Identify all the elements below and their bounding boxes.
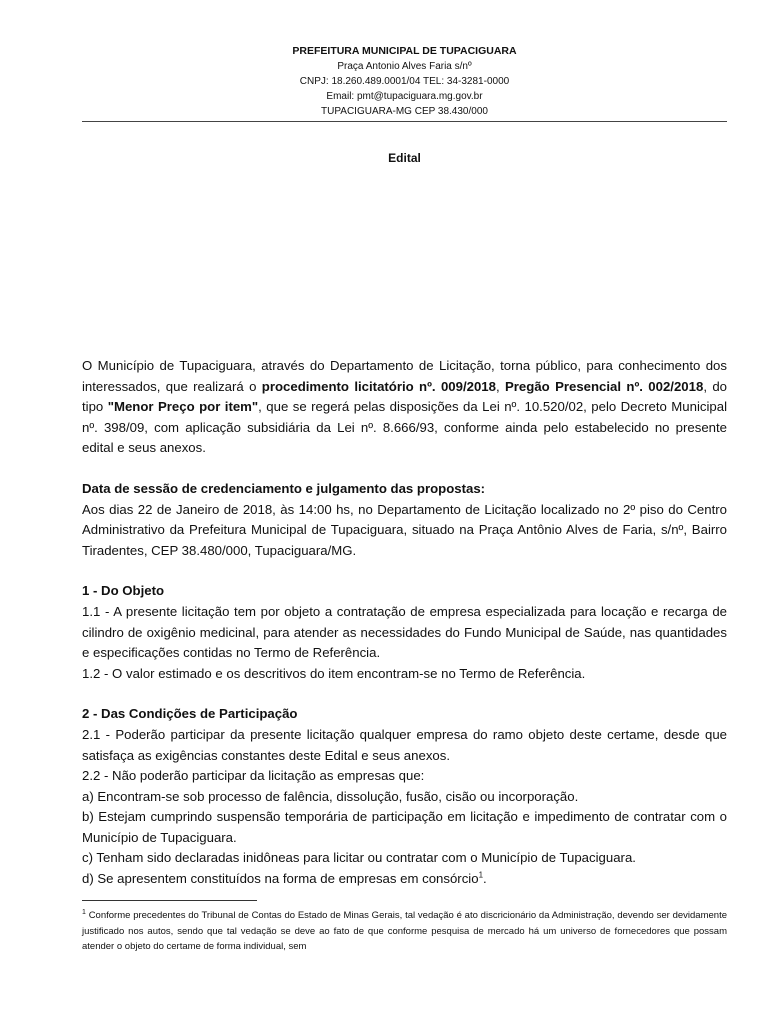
footnote-divider bbox=[82, 900, 257, 901]
organization-address: Praça Antonio Alves Faria s/nº bbox=[337, 61, 472, 72]
organization-cnpj-phone: CNPJ: 18.260.489.0001/04 TEL: 34-3281-0000 bbox=[299, 76, 510, 87]
session-heading: Data de sessão de credenciamento e julgamento das propostas: bbox=[82, 480, 486, 496]
organization-city-zip: TUPACIGUARA-MG CEP 38.430/000 bbox=[321, 106, 488, 117]
intro-text-1: O Município de Tupaciguara, através do Departamento de Licitação, torna público, para conhecimento dos interessados, que realizará o bbox=[82, 358, 727, 394]
header-divider bbox=[82, 121, 727, 122]
section-2-2-a: a) Encontram-se sob processo de falência, dissolução, fusão, cisão ou incorporação. bbox=[82, 788, 579, 804]
section-2-2-d bbox=[82, 869, 727, 890]
footnote bbox=[82, 908, 727, 955]
document-title: Edital bbox=[388, 151, 421, 165]
intro-pregao-number: Pregão Presencial nº. 002/2018 bbox=[505, 378, 704, 394]
organization-email: Email: pmt@tupaciguara.mg.gov.br bbox=[326, 91, 483, 102]
section-1-heading: 1 - Do Objeto bbox=[82, 583, 165, 599]
section-2-1: 2.1 - Poderão participar da presente licitação qualquer empresa do ramo objeto deste certame, desde que satisfaça as exigências constantes deste Edital e seus anexos. bbox=[82, 726, 727, 763]
section-2-2-d-end: . bbox=[483, 871, 487, 887]
intro-paragraph bbox=[82, 356, 727, 459]
section-2-heading: 2 - Das Condições de Participação bbox=[82, 706, 298, 722]
section-1-1: 1.1 - A presente licitação tem por objeto a contratação de empresa especializada para locação e recarga de cilindro de oxigênio medicinal, para atender as necessidades do Fundo Municipal de Saúde, nas quantidades e especificações contidas no Termo de Referência. bbox=[82, 603, 727, 661]
organization-name: PREFEITURA MUNICIPAL DE TUPACIGUARA bbox=[292, 45, 517, 57]
section-2-2: 2.2 - Não poderão participar da licitação as empresas que: bbox=[82, 768, 425, 784]
intro-procedure-number: procedimento licitatório nº. 009/2018 bbox=[261, 378, 496, 394]
document-body bbox=[82, 356, 727, 890]
section-2-2-d-text: d) Se apresentem constituídos na forma de empresas em consórcio bbox=[82, 871, 479, 887]
section-1-2: 1.2 - O valor estimado e os descritivos do item encontram-se no Termo de Referência. bbox=[82, 665, 586, 681]
section-2-2-b: b) Estejam cumprindo suspensão temporária de participação em licitação e impedimento de contratar com o Município de Tupaciguara. bbox=[82, 809, 727, 845]
footnote-reference[interactable]: 1 bbox=[478, 870, 484, 880]
session-paragraph: Aos dias 22 de Janeiro de 2018, às 14:00 hs, no Departamento de Licitação localizado no 2º piso do Centro Administrativo da Prefeitura Municipal de Tupaciguara, situado na Praça Antônio Alves de Faria, s/nº, Bairro Tiradentes, CEP 38.480/000, Tupaciguara/MG. bbox=[82, 501, 727, 558]
intro-type: "Menor Preço por item" bbox=[107, 399, 259, 415]
section-2-2-c: c) Tenham sido declaradas inidôneas para licitar ou contratar com o Município de Tupaciguara. bbox=[82, 850, 636, 866]
intro-text-3: , do tipo bbox=[82, 378, 728, 415]
footnote-mark: 1 bbox=[82, 908, 86, 916]
footnote-text: Conforme precedentes do Tribunal de Contas do Estado de Minas Gerais, tal vedação é ato discricionário da Administração, devendo ser devidamente justificado nos autos, sendo que tal vedação se deve ao fato de que conforme pesquisa de mercado há um universo de fornecedores que possam atender o objeto do certame de forma individual, sem bbox=[82, 910, 727, 953]
intro-text-4: , que se regerá pelas disposições da Lei nº. 10.520/02, pelo Decreto Municipal nº. 398/09, com aplicação subsidiária da Lei nº. 8.666/93, conforme ainda pelo estabelecido no presente edital e seus anexos. bbox=[82, 399, 727, 456]
letterhead bbox=[82, 44, 727, 119]
intro-text-2: , bbox=[495, 378, 505, 394]
